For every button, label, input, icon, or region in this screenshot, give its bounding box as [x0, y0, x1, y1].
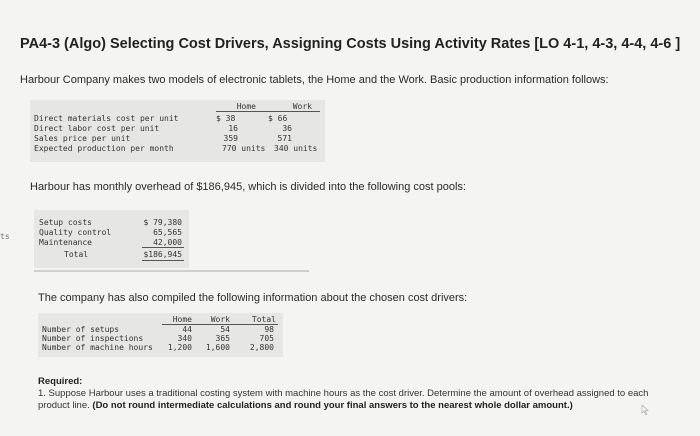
row-work: 340 units: [274, 144, 318, 153]
required-instruction: 1. Suppose Harbour uses a traditional costing system with machine hours as the cost driver. Determine the amount of overhead assigned to each product line.: [38, 388, 649, 411]
overhead-text: Harbour has monthly overhead of $186,945, which is divided into the following cost pools:: [30, 181, 466, 193]
intro-text: Harbour Company makes two models of electronic tablets, the Home and the Work. Basic production information follows:: [20, 74, 609, 86]
driver-work: 54: [220, 325, 230, 334]
divider: [34, 270, 309, 272]
driver-header-total: Total: [251, 315, 276, 324]
row-label: Expected production per month: [34, 144, 174, 153]
side-mark: ts: [0, 232, 10, 241]
pool-value: $ 79,380: [143, 218, 182, 227]
row-work: $ 66: [268, 114, 288, 123]
pool-label: Maintenance: [39, 238, 92, 247]
cost-pools-table: [34, 210, 189, 268]
pool-subtotal-rule: [142, 247, 184, 248]
driver-header-work: Work: [210, 315, 230, 324]
header-work: Work: [292, 102, 312, 111]
pool-total-rule: [142, 260, 184, 261]
driver-home: 340: [177, 334, 192, 343]
driver-total: 2,800: [249, 343, 274, 352]
row-work: 571: [277, 134, 292, 143]
required-note: (Do not round intermediate calculations and round your final answers to the nearest whole dollar amount.): [92, 400, 573, 411]
row-home: 770 units: [222, 144, 266, 153]
driver-label: Number of inspections: [42, 334, 144, 343]
row-label: Direct labor cost per unit: [34, 124, 160, 133]
pool-value: 65,565: [153, 228, 182, 237]
row-home: 359: [223, 134, 238, 143]
cost-drivers-table: [38, 313, 283, 357]
driver-label: Number of machine hours: [42, 343, 153, 352]
driver-home: 44: [182, 325, 192, 334]
drivers-text: The company has also compiled the following information about the chosen cost drivers:: [38, 292, 468, 304]
header-home: Home: [236, 102, 256, 111]
driver-label: Number of setups: [42, 325, 120, 334]
row-home: $ 38: [216, 114, 236, 123]
row-label: Direct materials cost per unit: [34, 114, 179, 123]
header-rule: [216, 111, 320, 112]
row-label: Sales price per unit: [34, 134, 131, 143]
pool-total-label: Total: [64, 250, 89, 259]
driver-work: 1,600: [205, 343, 230, 352]
pool-label: Setup costs: [39, 218, 92, 227]
pool-label: Quality control: [39, 228, 112, 237]
driver-total: 98: [264, 325, 274, 334]
pool-total-value: $186,945: [143, 250, 182, 259]
driver-work: 365: [215, 334, 230, 343]
driver-total: 705: [259, 334, 274, 343]
production-table: [30, 100, 325, 162]
row-home: 16: [228, 124, 238, 133]
required-heading: Required:: [38, 376, 83, 387]
pool-value: 42,000: [153, 238, 182, 247]
driver-header-home: Home: [172, 315, 192, 324]
driver-home: 1,200: [167, 343, 192, 352]
required-text: [38, 388, 668, 412]
page-title: PA4-3 (Algo) Selecting Cost Drivers, Assigning Costs Using Activity Rates [LO 4-1, 4-3, 4-4, 4-6 ]: [20, 36, 681, 52]
row-work: 36: [282, 124, 292, 133]
mouse-cursor-icon: [641, 405, 649, 415]
